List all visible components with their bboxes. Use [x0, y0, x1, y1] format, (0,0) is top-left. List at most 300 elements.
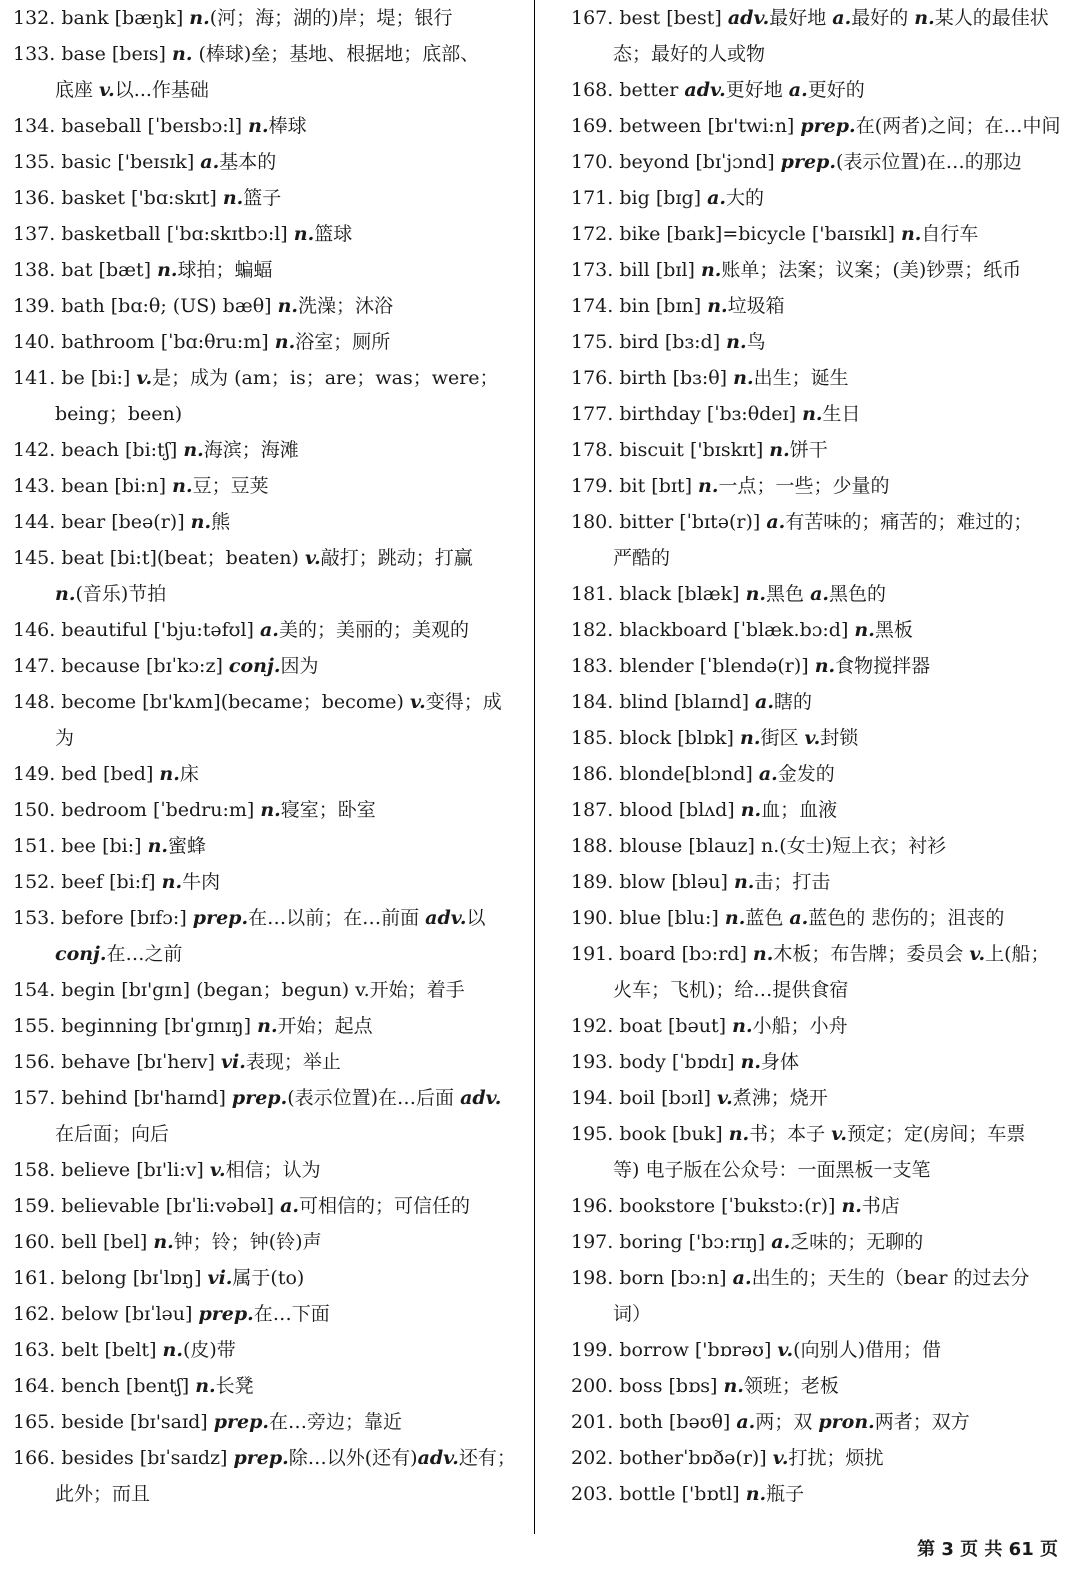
entry-def: 浴室；厕所: [295, 331, 391, 353]
entry-def: 长凳: [215, 1375, 254, 1397]
entry-pos: a.: [832, 7, 852, 29]
vocab-entry: [571, 432, 1066, 468]
entry-def: 封锁: [820, 727, 859, 749]
entry-def: 金发的: [777, 763, 835, 785]
vocab-entry: [571, 1476, 1066, 1512]
entry-def: (棒球)垒；基地、根据地；底部、: [192, 43, 480, 65]
entry-def: 蜜蜂: [168, 835, 207, 857]
entry-ipa: [bləu]: [671, 871, 734, 893]
entry-num: 202.: [571, 1447, 620, 1469]
entry-ipa: [blɒk]: [677, 727, 741, 749]
entry-num: 187.: [571, 799, 620, 821]
entry-ipa: [bɪˈli:vəbəl]: [165, 1195, 281, 1217]
entry-num: 151.: [13, 835, 62, 857]
entry-ipa: [blaɪnd]: [674, 691, 756, 713]
entry-word: bin: [619, 295, 656, 317]
entry-pos: n.: [740, 799, 762, 821]
entry-pos: n.: [733, 871, 755, 893]
entry-pos: prep.: [231, 1087, 288, 1109]
entry-ipa: [bɪt]: [651, 475, 699, 497]
entry-def: 两；双: [755, 1411, 819, 1433]
vocab-entry: [13, 252, 521, 288]
entry-def: 此外；而且: [55, 1483, 151, 1505]
vocab-entry: [13, 1260, 521, 1296]
entry-num: 134.: [13, 115, 62, 137]
entry-def: 在…下面: [253, 1303, 330, 1325]
entry-ipa: [ˈbɪtə(r)]: [679, 511, 767, 533]
entry-def: 上(船；: [985, 943, 1050, 965]
vocab-entry: [13, 288, 521, 324]
entry-num: 165.: [13, 1411, 62, 1433]
entry-num: 178.: [571, 439, 620, 461]
vocab-entry: [571, 252, 1066, 288]
entry-ipa: [baɪk]: [666, 223, 723, 245]
entry-ipa: ˈbɒðə(r)]: [683, 1447, 773, 1469]
entry-ipa: [ˈbukstɔ:(r)]: [721, 1195, 842, 1217]
entry-ipa: [bɪ'twi:n]: [707, 115, 801, 137]
vocab-entry: [571, 1404, 1066, 1440]
entry-word: better: [619, 79, 685, 101]
entry-ipa: [beə(r)]: [111, 511, 191, 533]
entry-pos: n.: [195, 1375, 216, 1397]
entry-num: 161.: [13, 1267, 62, 1289]
entry-def: 有苦味的；痛苦的；难过的；: [785, 511, 1033, 533]
entry-word: be: [61, 367, 91, 389]
vocab-entry: [13, 144, 521, 180]
entry-ipa: [bi:n]: [114, 475, 173, 497]
entry-pos: n.: [841, 1195, 862, 1217]
entry-num: 163.: [13, 1339, 62, 1361]
entry-word: beat: [61, 547, 110, 569]
entry-word: basketball: [61, 223, 167, 245]
entry-def: 熊: [211, 511, 231, 533]
entry-num: 196.: [571, 1195, 620, 1217]
entry-num: 183.: [571, 655, 620, 677]
entry-pos: n.: [274, 331, 296, 353]
entry-word: bat: [61, 259, 99, 281]
entry-ipa: [bɪn]: [655, 295, 708, 317]
entry-pos: n.: [248, 115, 269, 137]
entry-def: 在后面；向后: [55, 1123, 170, 1145]
entry-pos: n.: [732, 1015, 753, 1037]
entry-word: blow: [619, 871, 672, 893]
entry-ipa: [bɜ:θ]: [672, 367, 734, 389]
entry-ipa: ['bɒtl]: [681, 1483, 746, 1505]
entry-num: 149.: [13, 763, 62, 785]
entry-ipa: [bɪ'saɪd]: [130, 1411, 214, 1433]
vocab-entry: [571, 1188, 1066, 1224]
entry-def: (表示位置)在…后面: [287, 1087, 461, 1109]
entry-word: bench: [61, 1375, 126, 1397]
entry-ipa: [blauz]: [688, 835, 761, 857]
entry-num: 194.: [571, 1087, 620, 1109]
entry-word: blender: [619, 655, 700, 677]
entry-pos: v.: [99, 79, 115, 101]
entry-word: belong: [61, 1267, 133, 1289]
entry-def: 以...作基础: [114, 79, 209, 101]
entry-word: book: [619, 1123, 672, 1145]
entry-pos: v.: [804, 727, 821, 749]
entry-ipa: [bentʃ]: [125, 1375, 196, 1397]
vocab-entry: [571, 864, 1066, 900]
entry-def: 瞎的: [773, 691, 812, 713]
entry-num: 179.: [571, 475, 620, 497]
entry-pos: n.: [147, 835, 169, 857]
entry-def: (河；海；湖的)岸；堤；银行: [209, 7, 453, 29]
vocab-entry: [13, 432, 521, 468]
entry-pos: a.: [766, 511, 786, 533]
entry-continuation: [13, 576, 521, 612]
entry-pos: n.: [745, 583, 767, 605]
entry-num: 162.: [13, 1303, 62, 1325]
vocab-entry: [13, 1008, 521, 1044]
entry-pos: conj.: [55, 943, 107, 965]
entry-pos: n.: [257, 1015, 278, 1037]
entry-word: bee: [61, 835, 103, 857]
entry-def: 为: [55, 727, 75, 749]
vocab-entry: [571, 576, 1066, 612]
entry-ipa: ['beɪsɪk]: [117, 151, 201, 173]
vocab-entry: [13, 1332, 521, 1368]
entry-pos: v.: [777, 1339, 794, 1361]
entry-pos: adv.: [684, 79, 726, 101]
entry-def: 乏味的；无聊的: [790, 1231, 924, 1253]
vocab-entry: [13, 1080, 521, 1116]
entry-num: 201.: [571, 1411, 620, 1433]
entry-num: 171.: [571, 187, 620, 209]
entry-def: 因为: [280, 655, 319, 677]
entry-num: 180.: [571, 511, 620, 533]
entry-def: (音乐)节拍: [75, 583, 167, 605]
entry-pos: a.: [260, 619, 279, 641]
entry-num: 144.: [13, 511, 62, 533]
entry-def: 小船；小舟: [752, 1015, 848, 1037]
entry-def: =bicycle: [722, 223, 812, 245]
entry-ipa: [bɪˈsaɪdz]: [139, 1447, 234, 1469]
entry-def: 态；最好的人或物: [613, 43, 766, 65]
entry-ipa: [bi:]: [90, 367, 137, 389]
vocab-entry: [571, 72, 1066, 108]
entry-pos: n.: [740, 1051, 761, 1073]
entry-ipa: [bɪˈgɪnɪŋ]: [164, 1015, 258, 1037]
vocab-entry: [13, 360, 521, 396]
vocab-entry: [571, 324, 1066, 360]
entry-num: 170.: [571, 151, 620, 173]
entry-word: boat: [619, 1015, 668, 1037]
entry-pos: a.: [200, 151, 220, 173]
entry-word: biscuit: [619, 439, 690, 461]
entry-def: 在…旁边；靠近: [269, 1411, 403, 1433]
entry-word: board: [619, 943, 682, 965]
entry-word: before: [61, 907, 130, 929]
entry-def: 食物搅拌器: [835, 655, 931, 677]
entry-word: bed: [61, 763, 103, 785]
entry-def: 在(两者)之间；在…中间: [855, 115, 1061, 137]
entry-ipa: [bɪˈkɔ:z]: [146, 655, 229, 677]
vocab-entry: [571, 936, 1066, 972]
entry-def: 是；成为 (am；is；are；was；were；: [152, 367, 499, 389]
entry-def: 身体: [761, 1051, 800, 1073]
entry-pos: n.: [293, 223, 315, 245]
entry-ipa: [blæk]: [677, 583, 746, 605]
entry-ipa: [bɔɪl]: [661, 1087, 717, 1109]
entry-num: 136.: [13, 187, 62, 209]
entry-ipa: [beɪs]: [111, 43, 172, 65]
entry-def: 等) 电子版在公众号：一面黑板一支笔: [613, 1159, 931, 1181]
entry-def: 海滨；海滩: [203, 439, 299, 461]
entry-def: 生日: [822, 403, 861, 425]
entry-word: believable: [61, 1195, 166, 1217]
entry-def: 击；打击: [754, 871, 831, 893]
entry-pos: n.: [752, 943, 774, 965]
entry-num: 177.: [571, 403, 620, 425]
vocab-entry: [13, 36, 521, 72]
vocab-entry: [13, 1224, 521, 1260]
entry-pos: a.: [771, 1231, 791, 1253]
entry-pos: n.: [698, 475, 719, 497]
entry-num: 192.: [571, 1015, 620, 1037]
vocab-entry: [571, 504, 1066, 540]
entry-pos: n.: [854, 619, 875, 641]
entry-pos: n.: [728, 1123, 750, 1145]
entry-num: 150.: [13, 799, 62, 821]
entry-word: bill: [619, 259, 656, 281]
entry-continuation: [571, 1152, 1066, 1188]
entry-pos: n.: [183, 439, 204, 461]
entry-num: 141.: [13, 367, 62, 389]
entry-pos: n.: [159, 763, 180, 785]
entry-ipa: [ˈbedru:m]: [152, 799, 261, 821]
entry-def: (began；begun) v.开始；着手: [196, 979, 465, 1001]
entry-ipa: [bɪ'kʌm]: [142, 691, 221, 713]
entry-def: 蓝色的 悲伤的；沮丧的: [808, 907, 1005, 929]
vocab-entry: [571, 144, 1066, 180]
entry-num: 152.: [13, 871, 62, 893]
entry-def: 预定；定(房间；车票: [846, 1123, 1026, 1145]
entry-ipa: [bi:]: [102, 835, 148, 857]
entry-word: bird: [619, 331, 665, 353]
entry-num: 157.: [13, 1087, 62, 1109]
entry-pos: prep.: [800, 115, 856, 137]
entry-pos: n.: [277, 295, 299, 317]
entry-def: 属于(to): [232, 1267, 305, 1289]
entry-pos: n.: [153, 1231, 174, 1253]
vocab-entry: [13, 972, 521, 1008]
entry-num: 197.: [571, 1231, 620, 1253]
entry-def: 鸟: [746, 331, 766, 353]
entry-num: 137.: [13, 223, 62, 245]
entry-def: 篮球: [314, 223, 353, 245]
vocab-entry: [13, 540, 521, 576]
vocab-entry: [571, 108, 1066, 144]
entry-word: bit: [619, 475, 652, 497]
entry-num: 139.: [13, 295, 62, 317]
vocab-entry: [13, 756, 521, 792]
entry-ipa: [bel]: [102, 1231, 154, 1253]
entry-num: 186.: [571, 763, 620, 785]
vocab-entry: [13, 216, 521, 252]
entry-pos: n.: [260, 799, 281, 821]
vocab-entry: [13, 1152, 521, 1188]
entry-ipa: [blu:]: [667, 907, 725, 929]
entry-num: 173.: [571, 259, 620, 281]
entry-word: beside: [61, 1411, 131, 1433]
vocab-entry: [571, 180, 1066, 216]
entry-num: 190.: [571, 907, 620, 929]
vocab-entry: [13, 792, 521, 828]
entry-def: (向别人)借用；借: [793, 1339, 941, 1361]
entry-def: 火车；飞机)；给…提供食宿: [613, 979, 849, 1001]
vocab-entry: [571, 648, 1066, 684]
entry-word: beginning: [61, 1015, 164, 1037]
entry-def: 篮子: [243, 187, 282, 209]
entry-ipa: [bæt]: [98, 259, 158, 281]
entry-def: 更好的: [807, 79, 865, 101]
entry-continuation: [571, 540, 1066, 576]
entry-def: 木板；布告牌；委员会: [773, 943, 970, 965]
vocab-entry: [13, 828, 521, 864]
entry-pos: vi.: [220, 1051, 246, 1073]
entry-def: 棒球: [268, 115, 307, 137]
entry-def: 除…以外(还有): [288, 1447, 418, 1469]
entry-pos: a.: [755, 691, 774, 713]
entry-word: block: [619, 727, 678, 749]
entry-word: bedroom: [61, 799, 153, 821]
entry-pos: n.: [726, 331, 747, 353]
entry-num: 133.: [13, 43, 62, 65]
entry-num: 155.: [13, 1015, 62, 1037]
entry-num: 172.: [571, 223, 620, 245]
entry-word: bath: [61, 295, 111, 317]
entry-word: bank: [61, 7, 115, 29]
vocab-entry: [571, 288, 1066, 324]
entry-ipa: [belt]: [104, 1339, 163, 1361]
entry-num: 169.: [571, 115, 620, 137]
vocab-entry: [13, 612, 521, 648]
entry-num: 200.: [571, 1375, 620, 1397]
entry-ipa: [bɪ'li:v]: [136, 1159, 210, 1181]
entry-def: 瓶子: [766, 1483, 805, 1505]
entry-ipa: [bəut]: [667, 1015, 733, 1037]
entry-pos: n.: [55, 583, 76, 605]
entry-word: bitter: [619, 511, 680, 533]
entry-num: 132.: [13, 7, 62, 29]
entry-word: beyond: [619, 151, 696, 173]
entry-def: 某人的最佳状: [934, 7, 1049, 29]
entry-word: blood: [619, 799, 679, 821]
entry-continuation: [13, 720, 521, 756]
entry-word: begin: [61, 979, 122, 1001]
entry-def: 出生；诞生: [753, 367, 849, 389]
entry-word: boss: [619, 1375, 669, 1397]
entry-word: basket: [61, 187, 132, 209]
entry-def: (became；become): [220, 691, 410, 713]
entry-def: 变得；成: [425, 691, 502, 713]
entry-num: 146.: [13, 619, 62, 641]
entry-word: besides: [61, 1447, 140, 1469]
entry-pos: n.: [723, 1375, 744, 1397]
entry-pos: v.: [831, 1123, 847, 1145]
entry-word: below: [61, 1303, 125, 1325]
entry-def: 蓝色: [745, 907, 790, 929]
entry-word: bathroom: [61, 331, 161, 353]
entry-num: 148.: [13, 691, 62, 713]
entry-num: 167.: [571, 7, 620, 29]
entry-word: blackboard: [619, 619, 734, 641]
entry-def: 洗澡；沐浴: [298, 295, 394, 317]
entry-word: beach: [61, 439, 126, 461]
vocab-entry: [13, 1440, 521, 1476]
entry-def: 打扰；烦扰: [788, 1447, 884, 1469]
entry-ipa: [ˈbɑ:θru:m]: [160, 331, 275, 353]
vocab-entry: [13, 504, 521, 540]
entry-pos: v.: [209, 1159, 226, 1181]
entry-ipa: [bɜ:d]: [664, 331, 727, 353]
vocab-entry: [571, 1116, 1066, 1152]
entry-word: boring: [619, 1231, 689, 1253]
vocab-entry: [571, 216, 1066, 252]
entry-word: base: [61, 43, 112, 65]
vocab-entry: [13, 180, 521, 216]
entry-word: because: [61, 655, 147, 677]
entry-pos: v.: [409, 691, 426, 713]
entry-def: 基本的: [219, 151, 277, 173]
vocab-entry: [13, 324, 521, 360]
entry-def: (表示位置)在…的那边: [835, 151, 1022, 173]
entry-word: body: [619, 1051, 672, 1073]
entry-num: 159.: [13, 1195, 62, 1217]
entry-pos: n.: [814, 655, 836, 677]
right-column: [571, 0, 1066, 1512]
vocab-entry: [13, 108, 521, 144]
entry-pos: pron.: [818, 1411, 875, 1433]
vocab-entry: [13, 1188, 521, 1224]
entry-pos: a.: [732, 1267, 752, 1289]
entry-def: 底座: [55, 79, 100, 101]
vocab-entry: [571, 1080, 1066, 1116]
entry-ipa: [blɔnd]: [684, 763, 759, 785]
entry-continuation: [13, 396, 521, 432]
vocab-entry: [13, 684, 521, 720]
entry-word: born: [619, 1267, 671, 1289]
entry-def: 煮沸；烧开: [732, 1087, 828, 1109]
entry-ipa: [bɪ'haɪnd]: [133, 1087, 232, 1109]
entry-pos: prep.: [780, 151, 836, 173]
column-divider: [534, 0, 535, 1534]
vocab-entry: [13, 900, 521, 936]
entry-def: 黑色: [766, 583, 811, 605]
entry-ipa: [bɑ:θ; (US) bæθ]: [110, 295, 278, 317]
vocab-entry: [571, 360, 1066, 396]
entry-pos: n.: [707, 295, 728, 317]
entry-pos: prep.: [198, 1303, 254, 1325]
entry-ipa: [bɪˈjɔnd]: [695, 151, 781, 173]
entry-num: 142.: [13, 439, 62, 461]
entry-pos: a.: [707, 187, 727, 209]
entry-ipa: [bi:f]: [109, 871, 162, 893]
entry-def: (beat；beaten): [156, 547, 305, 569]
vocab-entry: [13, 0, 521, 36]
entry-num: 153.: [13, 907, 62, 929]
entry-word: bookstore: [619, 1195, 722, 1217]
entry-ipa: [bɔ:n]: [670, 1267, 733, 1289]
page-footer: 第 3 页 共 61 页: [917, 1539, 1058, 1560]
entry-word: between: [619, 115, 708, 137]
entry-word: bean: [61, 475, 115, 497]
entry-num: 184.: [571, 691, 620, 713]
entry-def: 垃圾箱: [727, 295, 785, 317]
entry-num: 189.: [571, 871, 620, 893]
